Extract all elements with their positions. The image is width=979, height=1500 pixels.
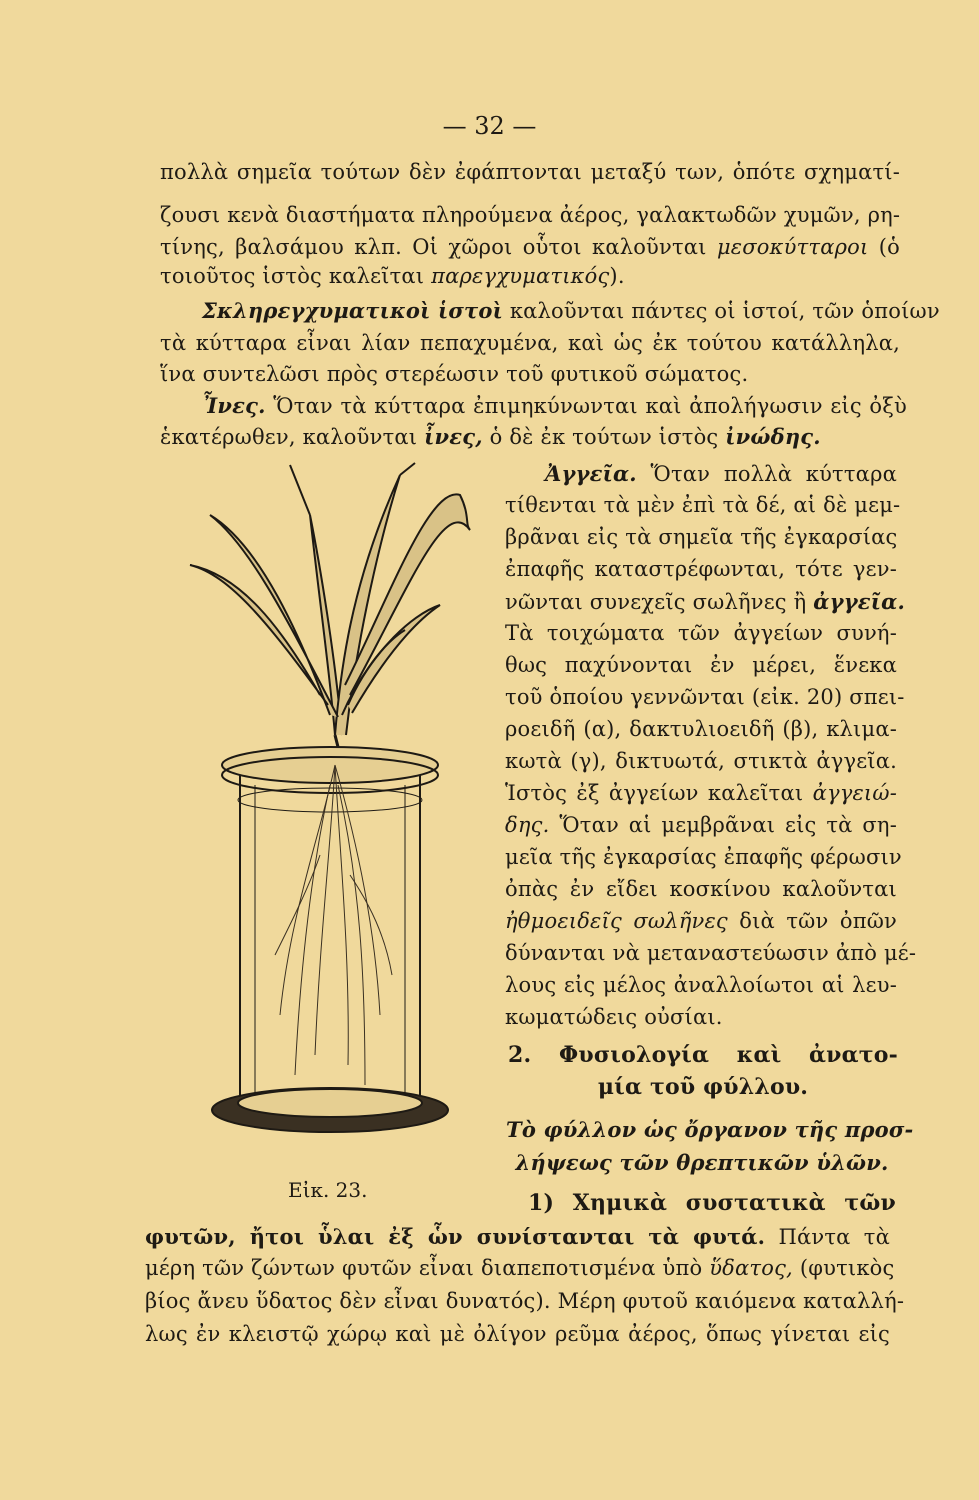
- text-line: [505, 685, 905, 709]
- text-line: [505, 845, 902, 869]
- text-line: [505, 525, 897, 549]
- text-line: [160, 264, 900, 288]
- text-line: [145, 1256, 895, 1280]
- text-line: [505, 909, 897, 933]
- text-line: [505, 653, 897, 677]
- text: λως ἐν κλειστῷ χώρῳ καὶ μὲ ὀλίγον ρεῦμα ἀέρος, ὅπως γίνεται εἰς: [145, 1322, 890, 1346]
- text-line: [160, 331, 900, 355]
- text: (φυτικὸς: [799, 1256, 895, 1280]
- term-italic: ἠθμοειδεῖς σωλῆνες: [505, 909, 728, 933]
- text: Ὅταν πολλὰ κύτταρα: [650, 462, 897, 486]
- text-line: [505, 493, 901, 517]
- section-heading: [508, 1042, 898, 1068]
- text: τίνης, βαλσάμου κλπ. Οἱ χῶροι οὗτοι καλοῦνται: [160, 235, 707, 259]
- text-line: [505, 749, 897, 773]
- section-heading: [508, 1074, 898, 1100]
- text-line: [505, 1005, 897, 1029]
- text: βίος ἄνευ ὕδατος δὲν εἶναι δυνατός). Μέρη φυτοῦ καιόμενα καταλλή-: [145, 1289, 905, 1313]
- text: ὁ δὲ ἐκ τούτων ἱστὸς: [489, 425, 719, 449]
- text: διὰ τῶν ὀπῶν: [739, 909, 897, 933]
- text: κωτὰ (γ), δικτυωτά, στικτὰ ἀγγεῖα.: [505, 749, 897, 773]
- text: (ὁ: [878, 235, 900, 259]
- text-line: [145, 1289, 905, 1313]
- text: μεῖα τῆς ἐγκαρσίας ἐπαφῆς φέρωσιν: [505, 845, 902, 869]
- plant-jar-illustration: [170, 455, 490, 1170]
- term-bold: φυτῶν, ἤτοι ὗλαι ἐξ ὧν συνίστανται τὰ φυτά.: [145, 1224, 766, 1249]
- text: ).: [609, 264, 625, 288]
- text-line: [505, 717, 897, 741]
- text-line: [505, 589, 905, 614]
- text: νῶνται συνεχεῖς σωλῆνες ἢ: [505, 590, 807, 614]
- text: θως παχύνονται ἐν μέρει, ἕνεκα: [505, 653, 897, 677]
- plant-roots: [275, 765, 392, 1085]
- section-subheading-text: Τὸ φύλλον ὡς ὄργανον τῆς προσ-: [506, 1117, 914, 1142]
- text-line: [505, 973, 897, 997]
- figure-caption: Εἰκ. 23.: [288, 1178, 368, 1202]
- text-line: [202, 298, 940, 323]
- term-bold: Ἶνες.: [202, 393, 266, 418]
- text-line: [505, 877, 897, 901]
- text: πολλὰ σημεῖα τούτων δὲν ἐφάπτονται μεταξύ των, ὁπότε σχηματί-: [160, 160, 900, 184]
- glass-jar: [212, 747, 448, 1132]
- text-line: [160, 235, 900, 259]
- text: ἵνα συντελῶσι πρὸς στερέωσιν τοῦ φυτικοῦ σώματος.: [160, 362, 749, 386]
- text: Πάντα τὰ: [778, 1225, 890, 1249]
- text-line: [145, 1322, 890, 1346]
- term-bold: ἶνες,: [424, 424, 483, 449]
- section-subheading: [506, 1117, 914, 1142]
- text: τίθενται τὰ μὲν ἐπὶ τὰ δέ, αἱ δὲ μεμ-: [505, 493, 901, 517]
- text: Ὅταν αἱ μεμβρᾶναι εἰς τὰ ση-: [559, 813, 897, 837]
- term-italic: μεσοκύτταροι: [716, 235, 869, 259]
- text: ὀπὰς ἐν εἴδει κοσκίνου καλοῦνται: [505, 877, 897, 901]
- section-heading-text: 2. Φυσιολογία καὶ ἀνατο-: [508, 1042, 898, 1068]
- term-bold: Ἀγγεῖα.: [545, 461, 637, 486]
- term-bold: ἀγγεῖα.: [813, 589, 905, 614]
- term-bold: Σκληρεγχυματικοὶ ἱστοὶ: [202, 298, 503, 323]
- page-number: — 32 —: [442, 112, 537, 140]
- text: Ὅταν τὰ κύτταρα ἐπιμηκύνωνται καὶ ἀπολήγωσιν εἰς ὀξὺ: [273, 394, 907, 418]
- text-line: [505, 621, 897, 645]
- text-line: [505, 941, 917, 965]
- text: μέρη τῶν ζώντων φυτῶν εἶναι διαπεποτισμένα ὑπὸ: [145, 1256, 703, 1280]
- section-subheading: [506, 1150, 898, 1175]
- text: ροειδῆ (α), δακτυλιοειδῆ (β), κλιμα-: [505, 717, 897, 741]
- text-line: [202, 393, 907, 418]
- term-italic: ὕδατος,: [709, 1256, 793, 1280]
- section-subheading-text: λήψεως τῶν θρεπτικῶν ὑλῶν.: [515, 1150, 889, 1175]
- text: ζουσι κενὰ διαστήματα πληρούμενα ἀέρος, γαλακτωδῶν χυμῶν, ρη-: [160, 203, 901, 227]
- text-line: [160, 362, 900, 386]
- text-line: [505, 781, 897, 805]
- plant-leaves: [190, 463, 470, 755]
- term-italic: δης.: [505, 813, 550, 837]
- text: δύνανται νὰ μεταναστεύωσιν ἀπὸ μέ-: [505, 941, 917, 965]
- text: τὰ κύτταρα εἶναι λίαν πεπαχυμένα, καὶ ὡς ἐκ τούτου κατάλληλα,: [160, 331, 900, 355]
- term-italic: παρεγχυματικός: [431, 264, 610, 288]
- numbered-topic-text: 1) Χημικὰ συστατικὰ τῶν: [528, 1190, 896, 1216]
- text-line: [160, 160, 900, 184]
- section-heading-text: μία τοῦ φύλλου.: [597, 1074, 809, 1100]
- text-line: [545, 461, 897, 486]
- text-line: [145, 1224, 890, 1249]
- text: ἐπαφῆς καταστρέφωνται, τότε γεν-: [505, 557, 897, 581]
- text: λους εἰς μέλος ἀναλλοίωτοι αἱ λευ-: [505, 973, 897, 997]
- text-line: [505, 813, 897, 837]
- text: Ἱστὸς ἐξ ἀγγείων καλεῖται: [505, 781, 804, 805]
- term-bold: ἰνώδης.: [725, 424, 821, 449]
- text: Τὰ τοιχώματα τῶν ἀγγείων συνή-: [505, 621, 897, 645]
- text: καλοῦνται πάντες οἱ ἱστοί, τῶν ὁποίων: [509, 299, 940, 323]
- text: τοῦ ὁποίου γεννῶνται (εἰκ. 20) σπει-: [505, 685, 905, 709]
- numbered-topic: [528, 1190, 896, 1216]
- text: τοιοῦτος ἱστὸς καλεῖται: [160, 264, 425, 288]
- text-line: [160, 203, 900, 227]
- text-line: [160, 424, 900, 449]
- text-line: [505, 557, 897, 581]
- text: κωματώδεις οὐσίαι.: [505, 1005, 723, 1029]
- term-italic: ἀγγειώ-: [812, 781, 897, 805]
- text: ἑκατέρωθεν, καλοῦνται: [160, 425, 418, 449]
- text: βρᾶναι εἰς τὰ σημεῖα τῆς ἐγκαρσίας: [505, 525, 898, 549]
